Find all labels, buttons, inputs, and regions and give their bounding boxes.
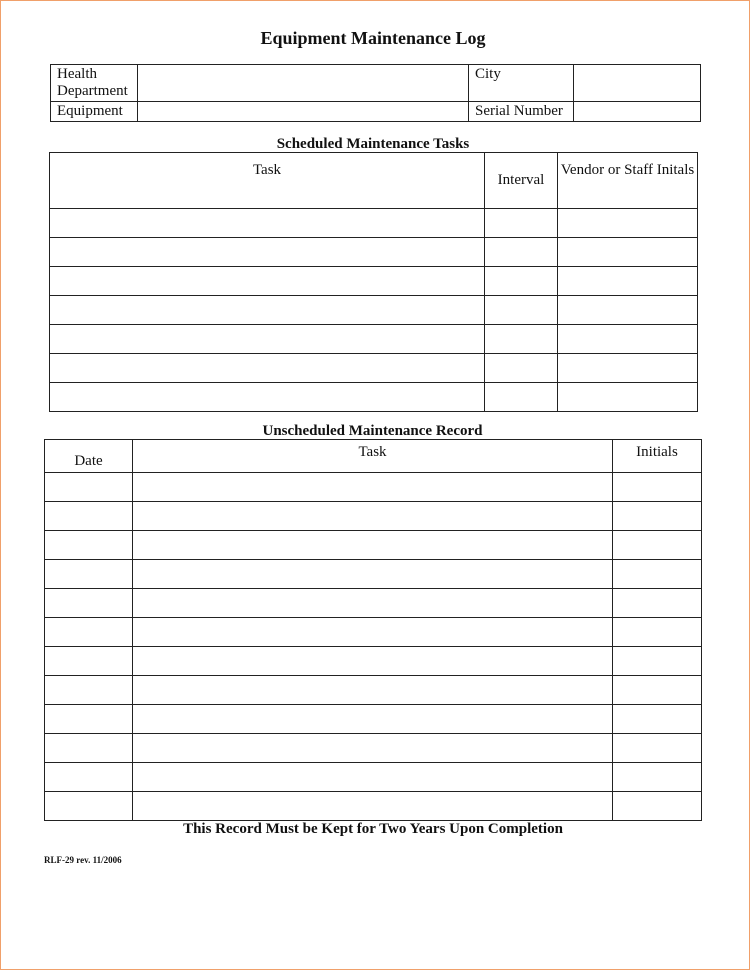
table-row bbox=[45, 589, 702, 618]
task-cell[interactable] bbox=[50, 238, 485, 267]
task-cell[interactable] bbox=[133, 763, 613, 792]
date-cell[interactable] bbox=[45, 560, 133, 589]
task-cell[interactable] bbox=[133, 734, 613, 763]
initials-cell[interactable] bbox=[613, 763, 702, 792]
equipment-field[interactable] bbox=[138, 102, 469, 122]
date-cell[interactable] bbox=[45, 502, 133, 531]
task-cell[interactable] bbox=[133, 502, 613, 531]
initials-cell[interactable] bbox=[613, 705, 702, 734]
date-cell[interactable] bbox=[45, 676, 133, 705]
initials-cell[interactable] bbox=[613, 618, 702, 647]
initials-cell[interactable] bbox=[613, 531, 702, 560]
initials-cell[interactable] bbox=[558, 383, 698, 412]
table-row bbox=[50, 325, 698, 354]
task-cell[interactable] bbox=[133, 676, 613, 705]
table-row bbox=[50, 267, 698, 296]
table-row bbox=[50, 383, 698, 412]
date-cell[interactable] bbox=[45, 734, 133, 763]
initials-cell[interactable] bbox=[613, 792, 702, 821]
form-revision-code: RLF-29 rev. 11/2006 bbox=[44, 855, 122, 865]
table-row bbox=[45, 502, 702, 531]
scheduled-vendor-initials-header: Vendor or Staff Initals bbox=[558, 153, 698, 209]
document-title: Equipment Maintenance Log bbox=[260, 28, 486, 48]
table-row bbox=[45, 792, 702, 821]
interval-cell[interactable] bbox=[485, 354, 558, 383]
table-row bbox=[50, 354, 698, 383]
table-row bbox=[45, 676, 702, 705]
city-label: City bbox=[469, 65, 574, 102]
task-cell[interactable] bbox=[133, 473, 613, 502]
task-cell[interactable] bbox=[50, 383, 485, 412]
initials-cell[interactable] bbox=[558, 238, 698, 267]
table-row bbox=[45, 473, 702, 502]
unscheduled-section-title: Unscheduled Maintenance Record bbox=[262, 423, 483, 439]
table-row bbox=[50, 238, 698, 267]
unscheduled-task-header: Task bbox=[133, 440, 613, 473]
task-cell[interactable] bbox=[133, 705, 613, 734]
initials-cell[interactable] bbox=[613, 589, 702, 618]
equipment-label: Equipment bbox=[51, 102, 138, 122]
table-row bbox=[45, 647, 702, 676]
interval-cell[interactable] bbox=[485, 209, 558, 238]
task-cell[interactable] bbox=[50, 325, 485, 354]
date-cell[interactable] bbox=[45, 792, 133, 821]
serial-number-field[interactable] bbox=[574, 102, 701, 122]
table-row bbox=[45, 705, 702, 734]
initials-cell[interactable] bbox=[613, 647, 702, 676]
initials-cell[interactable] bbox=[558, 209, 698, 238]
initials-cell[interactable] bbox=[613, 502, 702, 531]
interval-cell[interactable] bbox=[485, 296, 558, 325]
table-row bbox=[45, 734, 702, 763]
initials-cell[interactable] bbox=[558, 296, 698, 325]
initials-cell[interactable] bbox=[613, 473, 702, 502]
task-cell[interactable] bbox=[50, 354, 485, 383]
task-cell[interactable] bbox=[133, 618, 613, 647]
table-row bbox=[50, 296, 698, 325]
date-cell[interactable] bbox=[45, 589, 133, 618]
initials-cell[interactable] bbox=[613, 676, 702, 705]
task-cell[interactable] bbox=[50, 209, 485, 238]
table-row bbox=[45, 618, 702, 647]
initials-cell[interactable] bbox=[558, 325, 698, 354]
task-cell[interactable] bbox=[133, 589, 613, 618]
date-cell[interactable] bbox=[45, 531, 133, 560]
interval-cell[interactable] bbox=[485, 325, 558, 354]
header-info-table bbox=[50, 64, 701, 122]
table-row bbox=[45, 560, 702, 589]
interval-cell[interactable] bbox=[485, 238, 558, 267]
scheduled-section-title: Scheduled Maintenance Tasks bbox=[276, 136, 470, 152]
initials-cell[interactable] bbox=[613, 560, 702, 589]
scheduled-task-header: Task bbox=[50, 153, 485, 209]
health-department-label: Health Department bbox=[51, 65, 138, 102]
scheduled-interval-header: Interval bbox=[485, 153, 558, 209]
serial-number-label: Serial Number bbox=[469, 102, 574, 122]
task-cell[interactable] bbox=[50, 267, 485, 296]
initials-cell[interactable] bbox=[558, 267, 698, 296]
table-row bbox=[50, 209, 698, 238]
task-cell[interactable] bbox=[50, 296, 485, 325]
table-row bbox=[45, 763, 702, 792]
date-cell[interactable] bbox=[45, 647, 133, 676]
date-cell[interactable] bbox=[45, 618, 133, 647]
retention-note: This Record Must be Kept for Two Years Upon Completion bbox=[183, 821, 563, 837]
date-cell[interactable] bbox=[45, 763, 133, 792]
health-department-field[interactable] bbox=[138, 65, 469, 102]
date-cell[interactable] bbox=[45, 705, 133, 734]
initials-cell[interactable] bbox=[558, 354, 698, 383]
unscheduled-date-header: Date bbox=[45, 440, 133, 473]
initials-cell[interactable] bbox=[613, 734, 702, 763]
interval-cell[interactable] bbox=[485, 383, 558, 412]
unscheduled-initials-header: Initials bbox=[613, 440, 702, 473]
scheduled-tasks-table bbox=[49, 152, 698, 412]
date-cell[interactable] bbox=[45, 473, 133, 502]
task-cell[interactable] bbox=[133, 792, 613, 821]
table-row bbox=[45, 531, 702, 560]
city-field[interactable] bbox=[574, 65, 701, 102]
task-cell[interactable] bbox=[133, 560, 613, 589]
task-cell[interactable] bbox=[133, 647, 613, 676]
interval-cell[interactable] bbox=[485, 267, 558, 296]
unscheduled-record-table bbox=[44, 439, 702, 821]
task-cell[interactable] bbox=[133, 531, 613, 560]
